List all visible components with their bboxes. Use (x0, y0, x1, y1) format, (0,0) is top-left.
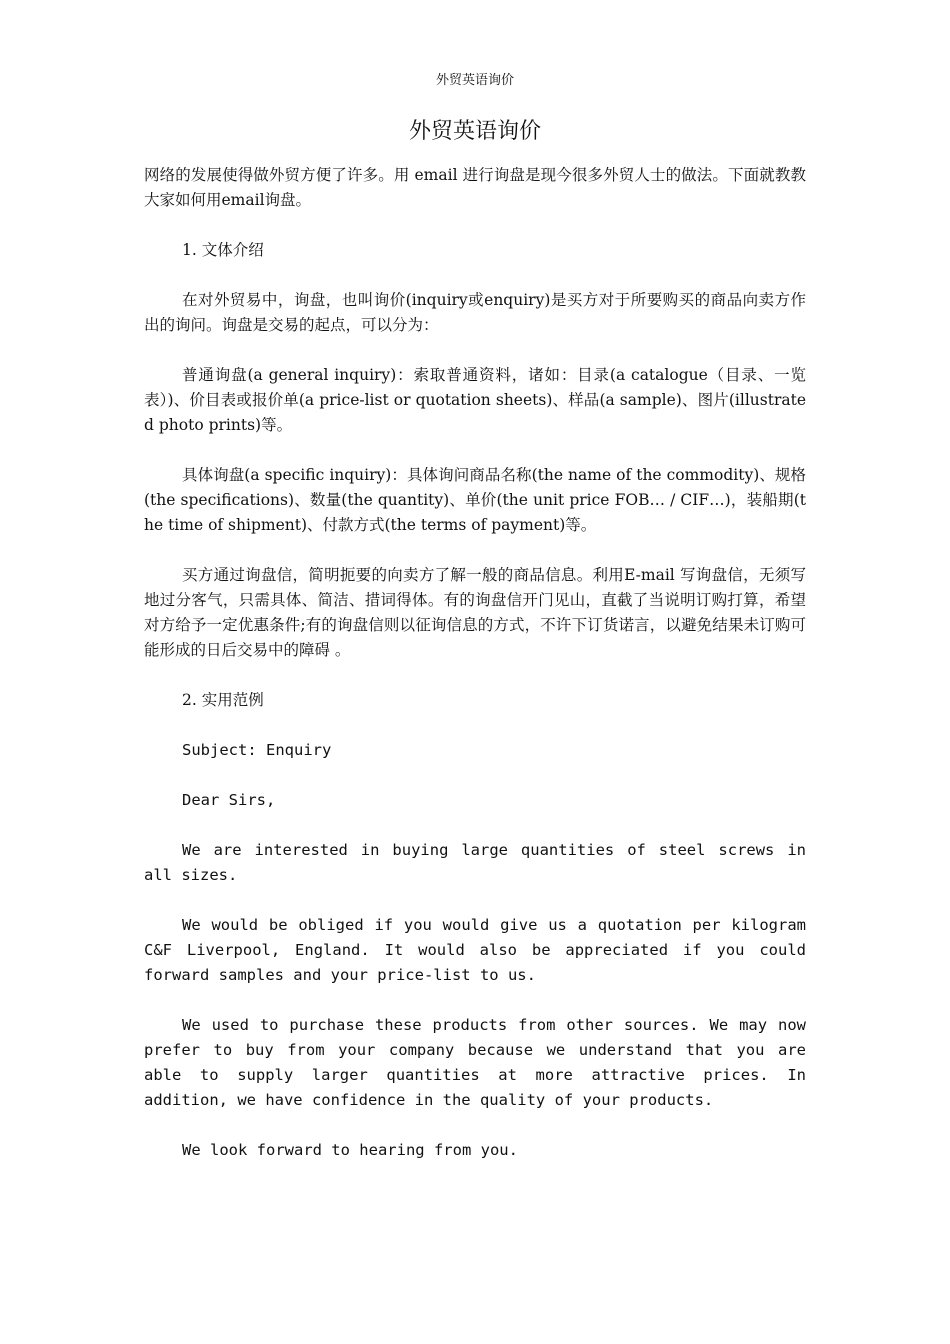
section-heading-examples: 2. 实用范例 (182, 691, 264, 709)
inquiry-definition-paragraph: 在对外贸易中，询盘，也叫询价(inquiry或enquiry)是买方对于所要购买的商品向卖方作出的询问。询盘是交易的起点，可以分为： (144, 291, 806, 334)
letter-closing-line: We look forward to hearing from you. (182, 1141, 518, 1159)
letter-paragraph-sources: We used to purchase these products from other sources. We may now prefer to buy from your company because we understand that you are able to supply larger quantities at more attractive prices. In addition, we have confidence in the quality of your products. (144, 1016, 806, 1109)
inquiry-letter-tips-paragraph: 买方通过询盘信，简明扼要的向卖方了解一般的商品信息。利用E-mail 写询盘信，无须写地过分客气，只需具体、简洁、措词得体。有的询盘信开门见山，直截了当说明订购打算，希望对方给予一定优惠条件;有的询盘信则以征询信息的方式，不许下订货诺言，以避免结果未订购可能形成的日后交易中的障碍 。 (144, 566, 806, 659)
letter-subject: Subject: Enquiry (182, 741, 332, 759)
document-body (144, 163, 806, 1188)
page-header: 外贸英语询价 (435, 73, 514, 88)
general-inquiry-paragraph: 普通询盘(a general inquiry)：索取普通资料，诸如：目录(a catalogue（目录、一览表）)、价目表或报价单(a price-list or quotation sheets)、样品(a sample)、图片(illustrated photo prints)等。 (144, 366, 806, 434)
intro-paragraph: 网络的发展使得做外贸方便了许多。用 email 进行询盘是现今很多外贸人士的做法。下面就教教大家如何用email询盘。 (144, 166, 806, 209)
specific-inquiry-paragraph: 具体询盘(a specific inquiry)：具体询问商品名称(the name of the commodity)、规格(the specifications)、数量(the quantity)、单价(the unit price FOB… / CIF…)，装船期(the time of shipment)、付款方式(the terms of payment)等。 (144, 466, 806, 534)
letter-salutation: Dear Sirs, (182, 791, 276, 809)
letter-paragraph-quotation: We would be obliged if you would give us a quotation per kilogram C&F Liverpool, England. It would also be appreciated if you could forward samples and your price-list to us. (144, 916, 806, 984)
section-heading-style-intro: 1. 文体介绍 (182, 241, 264, 259)
document-title: 外贸英语询价 (408, 119, 541, 144)
letter-paragraph-interest: We are interested in buying large quantities of steel screws in all sizes. (144, 841, 806, 884)
